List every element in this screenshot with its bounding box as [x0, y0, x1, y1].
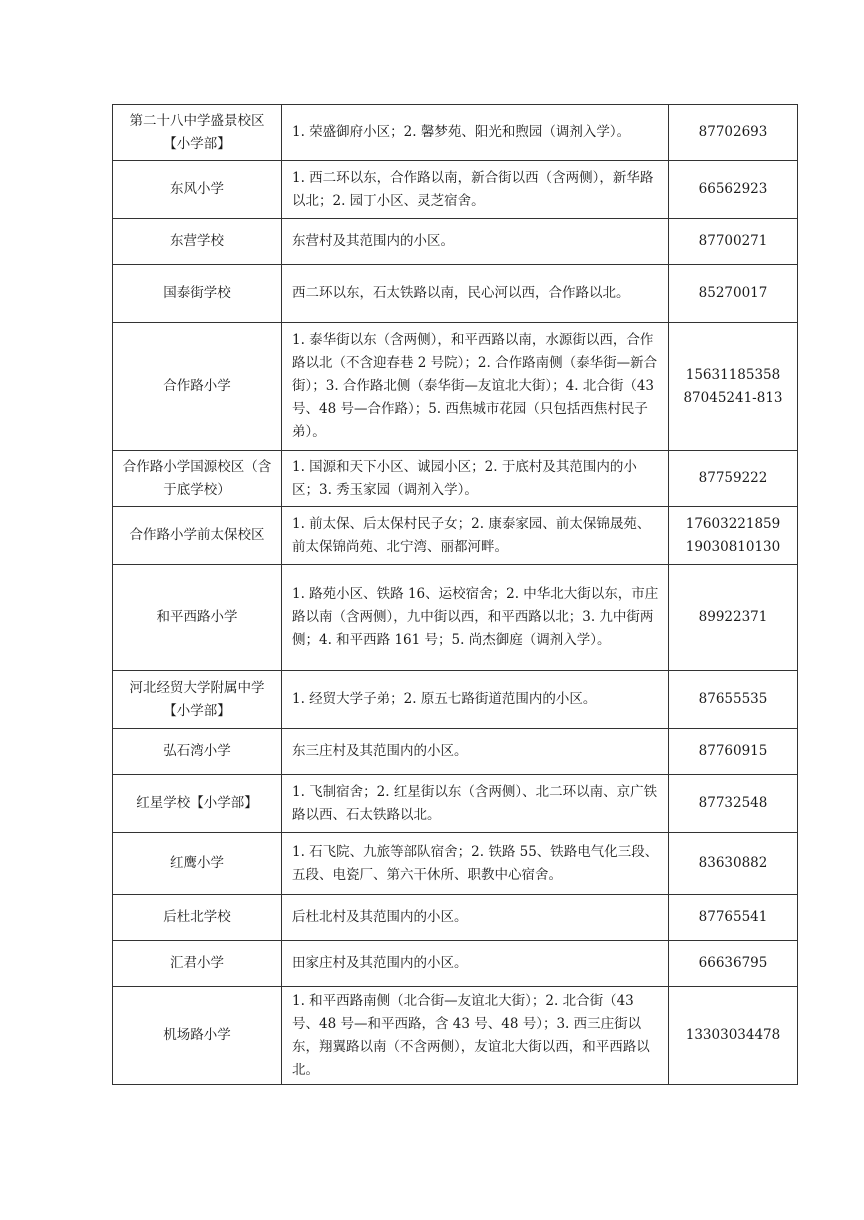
phone-number: 13303034478	[685, 1027, 781, 1043]
phone-cell	[669, 219, 798, 265]
table-row	[113, 833, 798, 895]
enrollment-area-cell: 1. 飞制宿舍；2. 红星街以东（含两侧）、北二环以南、京广铁路以西、石太铁路以北。	[282, 775, 669, 833]
phone-number: 87702693	[698, 124, 768, 140]
table-row	[113, 219, 798, 265]
phone-cell	[669, 941, 798, 987]
school-name-cell: 后杜北学校	[113, 895, 282, 941]
phone-number: 17603221859	[685, 515, 781, 532]
phone-cell	[669, 451, 798, 507]
enrollment-area-cell: 1. 石飞院、九旅等部队宿舍；2. 铁路 55、铁路电气化三段、五段、电瓷厂、第六干休所、职教中心宿舍。	[282, 833, 669, 895]
table-row	[113, 941, 798, 987]
school-name-cell: 汇君小学	[113, 941, 282, 987]
table-row	[113, 671, 798, 729]
school-name-cell: 红鹰小学	[113, 833, 282, 895]
school-name-cell: 和平西路小学	[113, 565, 282, 671]
enrollment-area-cell: 西二环以东，石太铁路以南，民心河以西，合作路以北。	[282, 265, 669, 323]
table-row	[113, 323, 798, 451]
school-name-cell: 机场路小学	[113, 987, 282, 1085]
enrollment-area-cell: 1. 国源和天下小区、诚园小区；2. 于底村及其范围内的小区；3. 秀玉家园（调剂入学）。	[282, 451, 669, 507]
table-row	[113, 775, 798, 833]
phone-cell	[669, 565, 798, 671]
school-name-cell: 东风小学	[113, 161, 282, 219]
phone-number: 87655535	[698, 691, 768, 707]
enrollment-area-cell: 1. 荣盛御府小区；2. 馨梦苑、阳光和煦园（调剂入学）。	[282, 105, 669, 161]
phone-number: 87760915	[698, 743, 768, 759]
phone-number: 66636795	[698, 955, 768, 971]
table-row	[113, 161, 798, 219]
phone-cell	[669, 105, 798, 161]
table-row	[113, 987, 798, 1085]
phone-cell	[669, 323, 798, 451]
table-row	[113, 265, 798, 323]
phone-cell	[669, 161, 798, 219]
phone-number: 15631185358	[685, 366, 781, 383]
table-row	[113, 507, 798, 565]
phone-number: 85270017	[698, 285, 768, 301]
enrollment-area-cell: 1. 泰华街以东（含两侧），和平西路以南，水源街以西，合作路以北（不含迎春巷 2 号院）；2. 合作路南侧（泰华街—新合街）；3. 合作路北侧（泰华街—友谊北大街）；4. 北合街（43 号、48 号—合作路）；5. 西焦城市花园（只包括西焦村民子弟）。	[282, 323, 669, 451]
phone-number: 87700271	[698, 233, 768, 249]
phone-cell	[669, 895, 798, 941]
phone-number: 83630882	[698, 855, 768, 871]
phone-number: 87765541	[698, 909, 768, 925]
school-name-cell: 第二十八中学盛景校区【小学部】	[113, 105, 282, 161]
school-name-cell: 河北经贸大学附属中学【小学部】	[113, 671, 282, 729]
table-row	[113, 451, 798, 507]
phone-number: 89922371	[698, 609, 768, 625]
enrollment-area-cell: 1. 经贸大学子弟；2. 原五七路街道范围内的小区。	[282, 671, 669, 729]
table-body	[113, 105, 798, 1085]
table-row	[113, 729, 798, 775]
school-name-cell: 弘石湾小学	[113, 729, 282, 775]
table-row	[113, 105, 798, 161]
table-row	[113, 895, 798, 941]
phone-cell	[669, 671, 798, 729]
phone-cell	[669, 265, 798, 323]
enrollment-area-cell: 1. 和平西路南侧（北合街—友谊北大街）；2. 北合街（43 号、48 号—和平西路，含 43 号、48 号）；3. 西三庄街以东，翔翼路以南（不含两侧），友谊北大街以西，和平西路以北。	[282, 987, 669, 1085]
enrollment-area-cell: 东三庄村及其范围内的小区。	[282, 729, 669, 775]
phone-cell	[669, 507, 798, 565]
table-row	[113, 565, 798, 671]
phone-cell	[669, 729, 798, 775]
school-name-cell: 红星学校【小学部】	[113, 775, 282, 833]
phone-cell	[669, 833, 798, 895]
school-name-cell: 合作路小学	[113, 323, 282, 451]
phone-number: 87045241-813	[683, 389, 783, 406]
enrollment-area-cell: 1. 前太保、后太保村民子女；2. 康泰家园、前太保锦晟苑、前太保锦尚苑、北宁湾、丽都河畔。	[282, 507, 669, 565]
school-name-cell: 合作路小学前太保校区	[113, 507, 282, 565]
phone-number: 19030810130	[685, 538, 781, 555]
enrollment-area-cell: 1. 西二环以东，合作路以南，新合街以西（含两侧），新华路以北；2. 园丁小区、灵芝宿舍。	[282, 161, 669, 219]
enrollment-area-cell: 田家庄村及其范围内的小区。	[282, 941, 669, 987]
phone-cell	[669, 775, 798, 833]
enrollment-area-cell: 东营村及其范围内的小区。	[282, 219, 669, 265]
enrollment-area-cell: 后杜北村及其范围内的小区。	[282, 895, 669, 941]
phone-number: 87732548	[698, 795, 768, 811]
school-name-cell: 东营学校	[113, 219, 282, 265]
school-name-cell: 国泰街学校	[113, 265, 282, 323]
school-name-cell: 合作路小学国源校区（含于底学校）	[113, 451, 282, 507]
phone-cell	[669, 987, 798, 1085]
enrollment-area-cell: 1. 路苑小区、铁路 16、运校宿舍；2. 中华北大街以东，市庄路以南（含两侧），九中街以西，和平西路以北；3. 九中街两侧；4. 和平西路 161 号；5. 尚杰御庭（调剂入学）。	[282, 565, 669, 671]
school-district-table	[112, 104, 798, 1085]
phone-number: 87759222	[698, 470, 768, 486]
phone-number: 66562923	[698, 181, 768, 197]
